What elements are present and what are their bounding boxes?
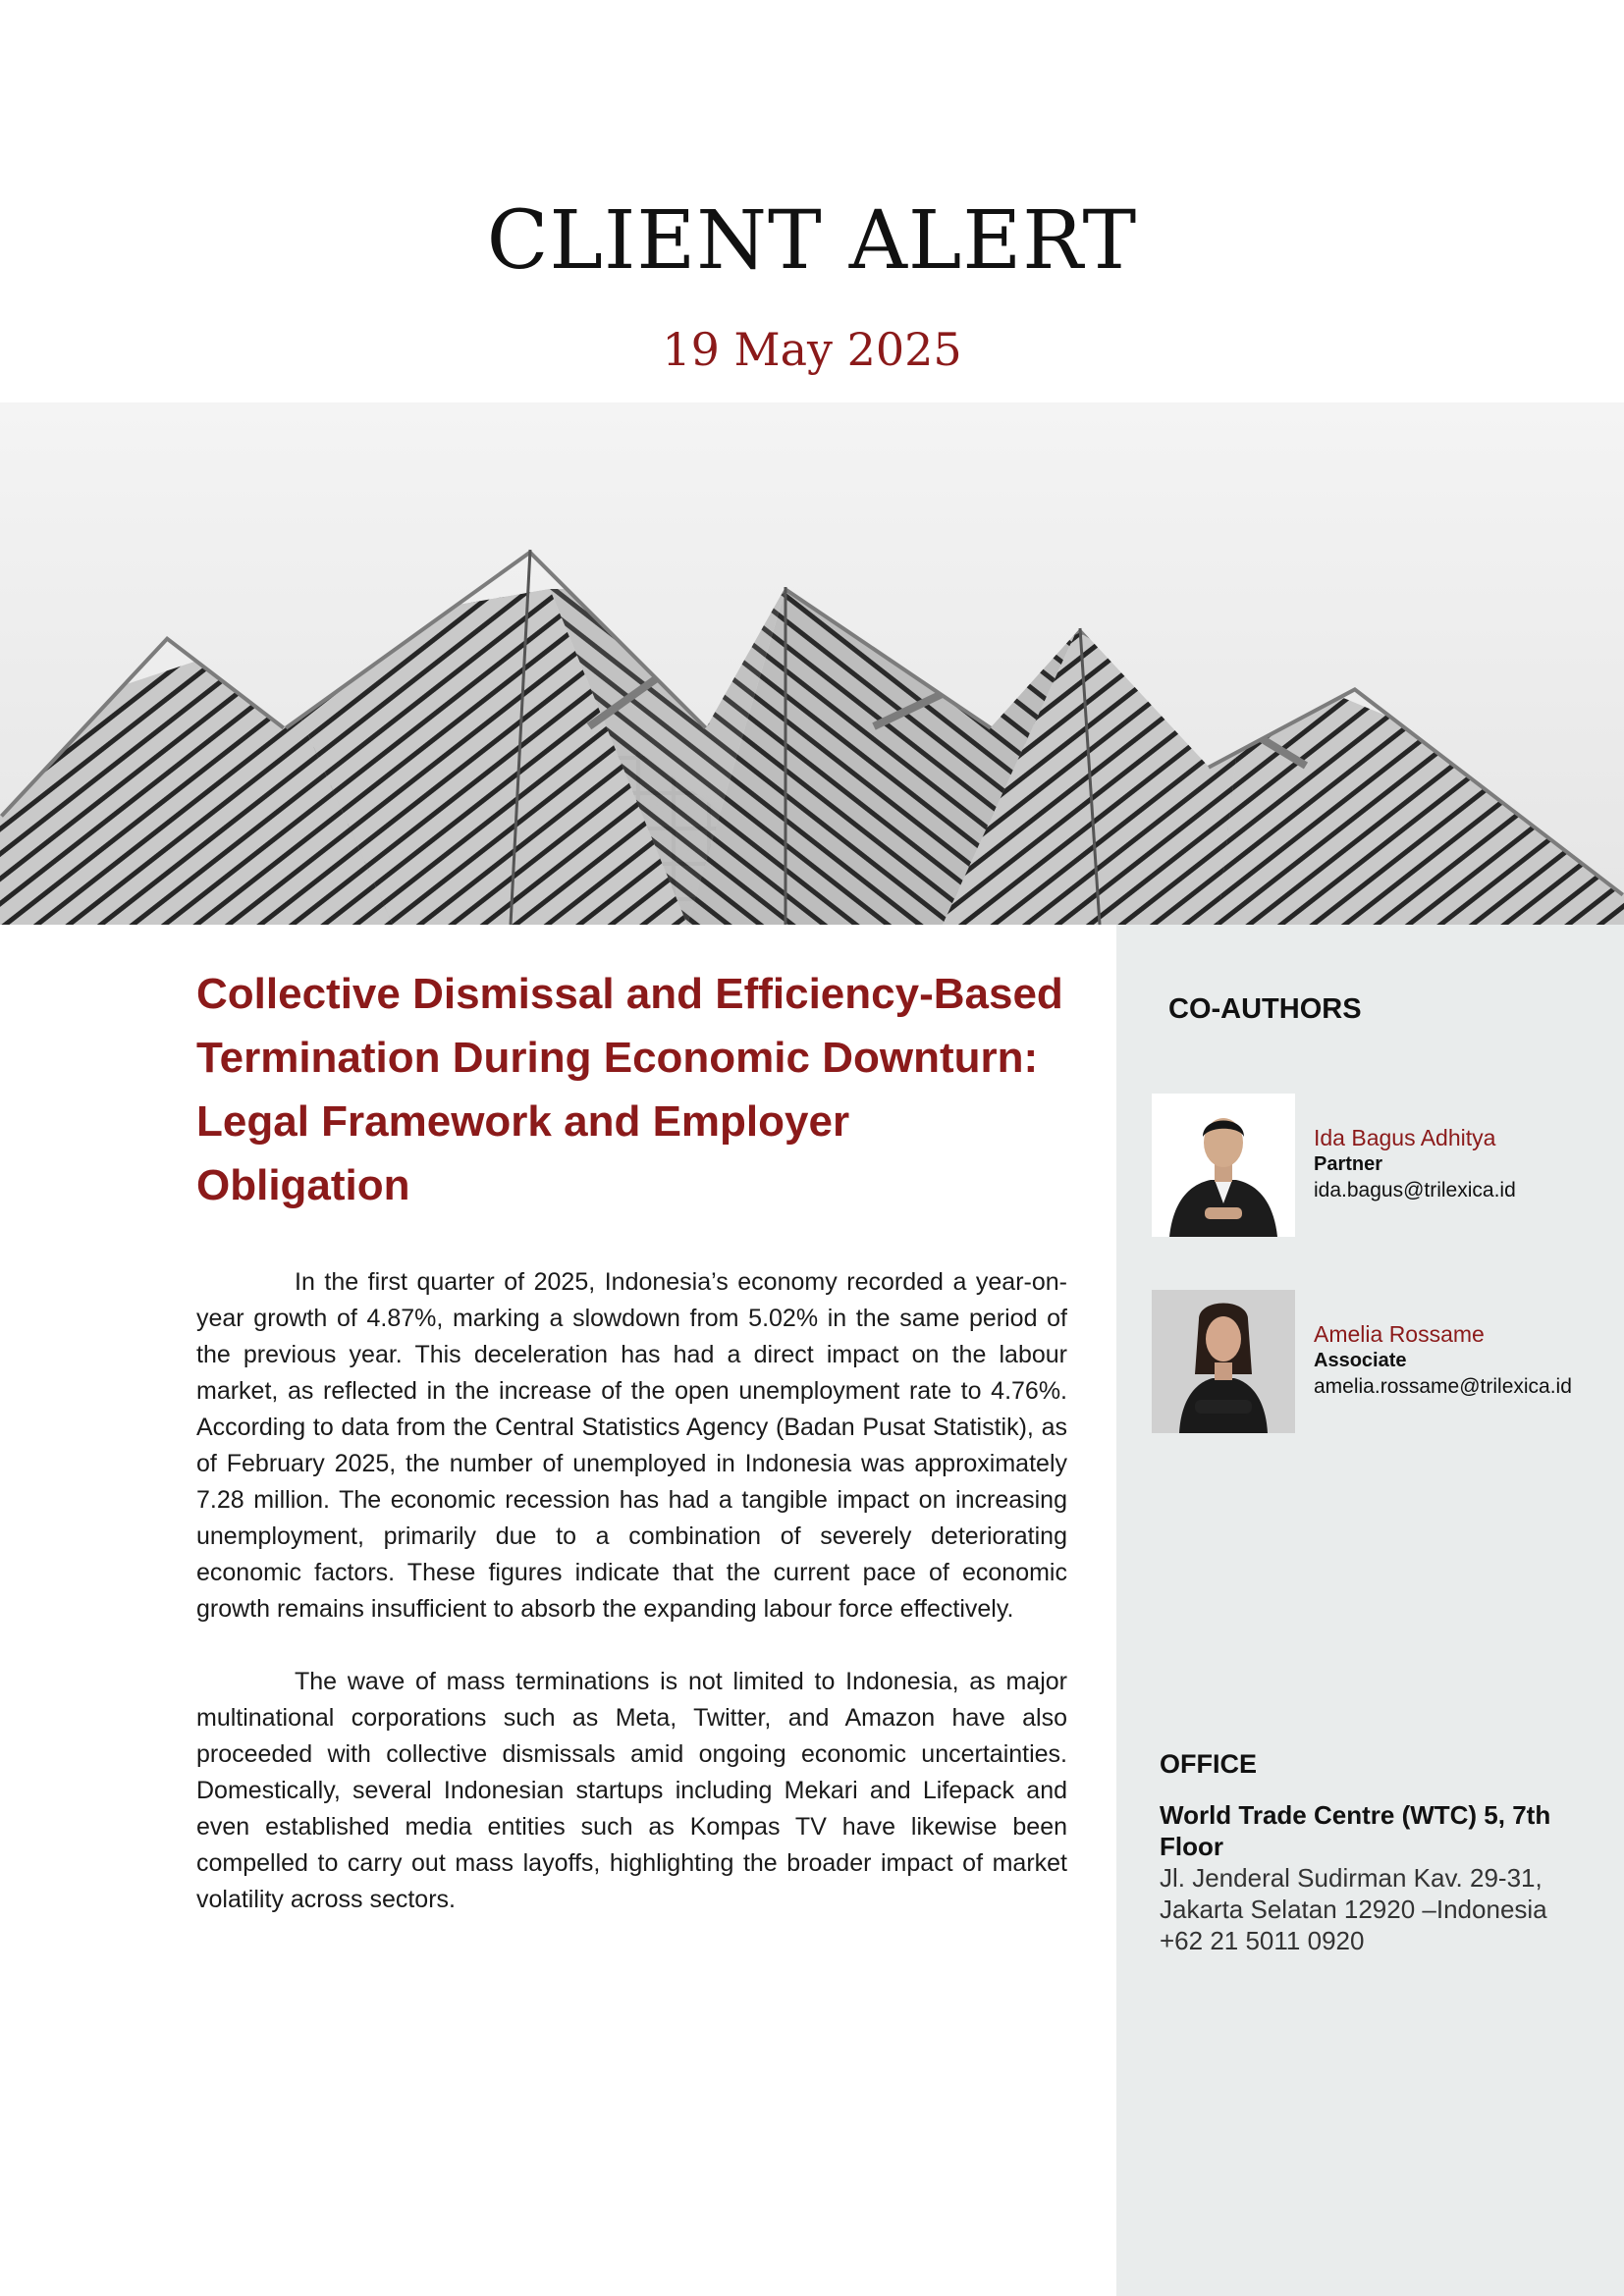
hero-image: [0, 402, 1624, 925]
author-name: Amelia Rossame: [1314, 1321, 1485, 1347]
avatar-icon: [1152, 1290, 1295, 1433]
avatar-icon: [1152, 1094, 1295, 1237]
building-facade-image: [0, 402, 1624, 925]
page-header: [0, 0, 1624, 402]
author-role: Partner: [1314, 1153, 1383, 1175]
author-role: Associate: [1314, 1350, 1407, 1371]
author-photo: [1152, 1094, 1295, 1237]
office-heading: OFFICE: [1160, 1749, 1257, 1779]
article-paragraph: The wave of mass terminations is not limited to Indonesia, as major multinational corporations such as Meta, Twitter, and Amazon have also proceeded with collective dismissals amid ongoing economic uncertainties. Domestically, several Indonesian startups including Mekari and Lifepack and even established media entities such as Kompas TV have likewise been compelled to carry out mass layoffs, highlighting the broader impact of market volatility across sectors.: [196, 1668, 1067, 1913]
author-info: [1314, 1319, 1608, 1400]
author-card: [1152, 1094, 1613, 1237]
article-headline: Collective Dismissal and Efficiency-Based Termination During Economic Downturn: Legal Framework and Employer Obligation: [196, 970, 1063, 1209]
office-phone[interactable]: +62 21 5011 0920: [1160, 1926, 1365, 1955]
publication-date: 19 May 2025: [662, 323, 962, 376]
author-photo: [1152, 1290, 1295, 1433]
author-info: [1314, 1123, 1608, 1203]
office-name: World Trade Centre (WTC) 5, 7th Floor: [1160, 1800, 1551, 1861]
article-paragraph: In the first quarter of 2025, Indonesia’s economy recorded a year-on-year growth of 4.87%, marking a slowdown from 5.02% in the same period of the previous year. This deceleration has had a direct impact on the labour market, as reflected in the increase of the open unemployment rate to 4.76%. According to data from the Central Statistics Agency (Badan Pusat Statistik), as of February 2025, the number of unemployed in Indonesia was approximately 7.28 million. The economic recession has had a tangible impact on increasing unemployment, primarily due to a combination of severely deteriorating economic factors. These figures indicate that the current pace of economic growth remains insufficient to absorb the expanding labour force effectively.: [196, 1268, 1067, 1623]
page-title: CLIENT ALERT: [486, 194, 1138, 288]
author-name: Ida Bagus Adhitya: [1314, 1125, 1496, 1150]
author-card: [1152, 1290, 1613, 1433]
coauthors-heading: CO-AUTHORS: [1168, 993, 1362, 1025]
author-email[interactable]: amelia.rossame@trilexica.id: [1314, 1375, 1572, 1398]
office-address-line: Jakarta Selatan 12920 –Indonesia: [1160, 1895, 1547, 1924]
office-address-line: Jl. Jenderal Sudirman Kav. 29-31,: [1160, 1863, 1543, 1893]
author-email[interactable]: ida.bagus@trilexica.id: [1314, 1179, 1516, 1201]
office-block: [1160, 1747, 1592, 1956]
article: [196, 962, 1067, 1918]
